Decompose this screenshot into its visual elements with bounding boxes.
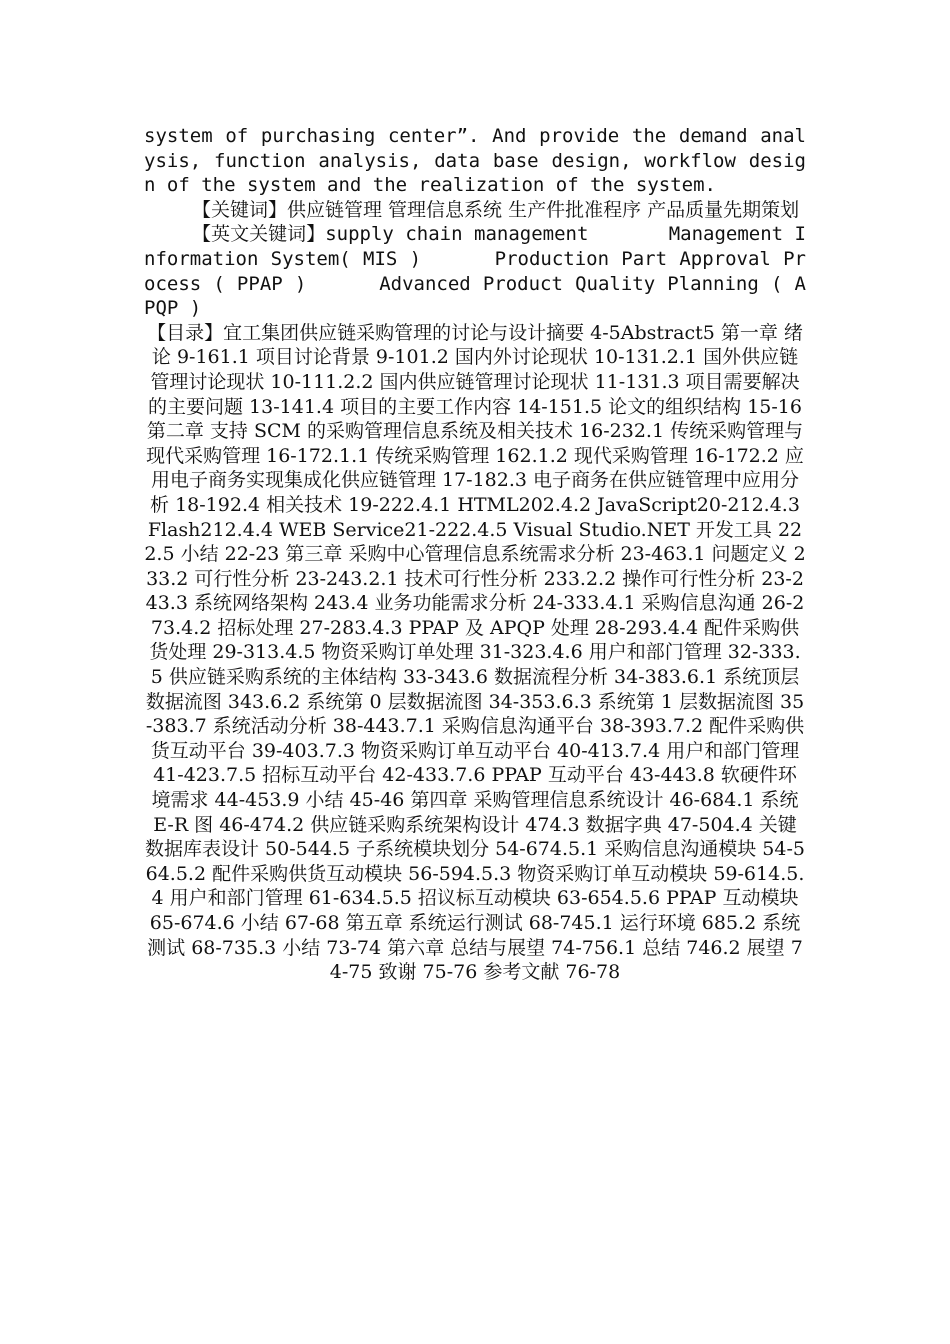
abstract-tail-text: system of purchasing center”. And provide the demand analysis, function analysis, data base design, workflow design of the system and the realization of the system. (144, 125, 806, 197)
english-keywords-text: supply chain management Management Information System( MIS ) Production Part Approval Process ( PPAP ) Advanced Product Quality Planning ( APQP ) (144, 223, 806, 320)
keywords-paragraph (144, 198, 806, 223)
toc-text: 宜工集团供应链采购管理的讨论与设计摘要 4-5Abstract5 第一章 绪论 9-161.1 项目讨论背景 9-101.2 国内外讨论现状 10-131.2.1 国外供应链管理讨论现状 10-111.2.2 国内供应链管理讨论现状 11-131.3 项目需要解决的主要问题 13-141.4 项目的主要工作内容 14-151.5 论文的组织结构 15-16 第二章 支持 SCM 的采购管理信息系统及相关技术 16-232.1 传统采购管理与现代采购管理 16-172.1.1 传统采购管理 162.1.2 现代采购管理 16-172.2 应用电子商务实现集成化供应链管理 17-182.3 电子商务在供应链管理中应用分析 18-192.4 相关技术 19-222.4.1 HTML202.4.2 JavaScript20-212.4.3 Flash212.4.4 WEB Service21-222.4.5 Visual Studio.NET 开发工具 222.5 小结 22-23 第三章 采购中心管理信息系统需求分析 23-463.1 问题定义 233.2 可行性分析 23-243.2.1 技术可行性分析 233.2.2 操作可行性分析 23-243.3 系统网络架构 243.4 业务功能需求分析 24-333.4.1 采购信息沟通 26-273.4.2 招标处理 27-283.4.3 PPAP 及 APQP 处理 28-293.4.4 配件采购供货处理 29-313.4.5 物资采购订单处理 31-323.4.6 用户和部门管理 32-333.5 供应链采购系统的主体结构 33-343.6 数据流程分析 34-383.6.1 系统顶层数据流图 343.6.2 系统第 0 层数据流图 34-353.6.3 系统第 1 层数据流图 35-383.7 系统活动分析 38-443.7.1 采购信息沟通平台 38-393.7.2 配件采购供货互动平台 39-403.7.3 物资采购订单互动平台 40-413.7.4 用户和部门管理 41-423.7.5 招标互动平台 42-433.7.6 PPAP 互动平台 43-443.8 软硬件环境需求 44-453.9 小结 45-46 第四章 采购管理信息系统设计 46-684.1 系统 E-R 图 46-474.2 供应链采购系统架构设计 474.3 数据字典 47-504.4 关键数据库表设计 50-544.5 子系统模块划分 54-674.5.1 采购信息沟通模块 54-564.5.2 配件采购供货互动模块 56-594.5.3 物资采购订单互动模块 59-614.5.4 用户和部门管理 61-634.5.5 招议标互动模块 63-654.5.6 PPAP 互动模块 65-674.6 小结 67-68 第五章 系统运行测试 68-745.1 运行环境 685.2 系统测试 68-735.3 小结 73-74 第六章 总结与展望 74-756.1 总结 746.2 展望 74-75 致谢 75-76 参考文献 76-78 (144, 321, 806, 984)
english-keywords-label: 【英文关键词】 (192, 223, 326, 246)
keywords-text: 供应链管理 管理信息系统 生产件批准程序 产品质量先期策划 (287, 198, 800, 221)
english-keywords-paragraph (144, 222, 806, 320)
toc-paragraph (144, 321, 806, 985)
document-page (144, 124, 806, 985)
keywords-label: 【关键词】 (192, 198, 288, 221)
toc-label: 【目录】 (147, 321, 224, 344)
abstract-tail-paragraph (144, 124, 806, 198)
